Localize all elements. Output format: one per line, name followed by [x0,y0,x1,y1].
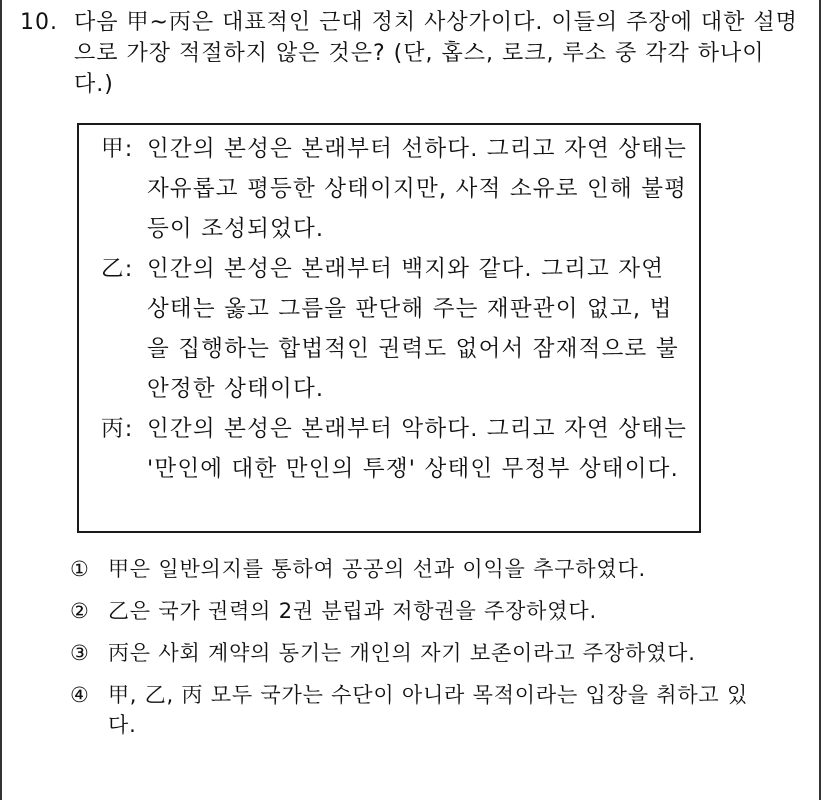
choice-text: 乙은 국가 권력의 2권 분립과 저항권을 주장하였다. [108,599,597,623]
choice-number: ③ [70,641,90,665]
choice-text: 甲, 乙, 丙 모두 국가는 수단이 아니라 목적이라는 입장을 취하고 있다. [108,683,749,737]
passage-item-byeong [101,409,689,489]
choice-3[interactable] [70,638,770,668]
thinker-statement: 인간의 본성은 본래부터 악하다. 그리고 자연 상태는 '만인에 대한 만인의 투쟁' 상태인 무정부 상태이다. [147,416,688,482]
question-number: 10. [20,10,58,35]
choice-text: 甲은 일반의지를 통하여 공공의 선과 이익을 추구하였다. [108,557,647,581]
thinker-label: 甲: [101,136,134,162]
thinker-label: 丙: [101,416,134,442]
question-text: 다음 甲~丙은 대표적인 근대 정치 사상가이다. 이들의 주장에 대한 설명으로 가장 적절하지 않은 것은? (단, 홉스, 로크, 루소 중 각각 하나이다.) [74,10,798,97]
choice-4[interactable] [70,680,770,740]
choice-text: 丙은 사회 계약의 동기는 개인의 자기 보존이라고 주장하였다. [108,641,696,665]
choice-2[interactable] [70,596,770,626]
answer-choices [70,554,770,752]
choice-number: ④ [70,683,90,707]
thinker-statement: 인간의 본성은 본래부터 백지와 같다. 그리고 자연 상태는 옳고 그름을 판단해 주는 재판관이 없고, 법을 집행하는 합법적인 권력도 없어서 잠재적으로 불안정한 상태이다. [147,256,679,402]
thinker-label: 乙: [101,256,134,282]
choice-number: ② [70,599,90,623]
choice-number: ① [70,557,90,581]
passage-item-gap [101,129,689,249]
passage-box [77,123,701,533]
choice-1[interactable] [70,554,770,584]
passage-item-eul [101,249,689,409]
thinker-statement: 인간의 본성은 본래부터 선하다. 그리고 자연 상태는 자유롭고 평등한 상태이지만, 사적 소유로 인해 불평등이 조성되었다. [147,136,688,242]
question-stem [20,7,800,100]
